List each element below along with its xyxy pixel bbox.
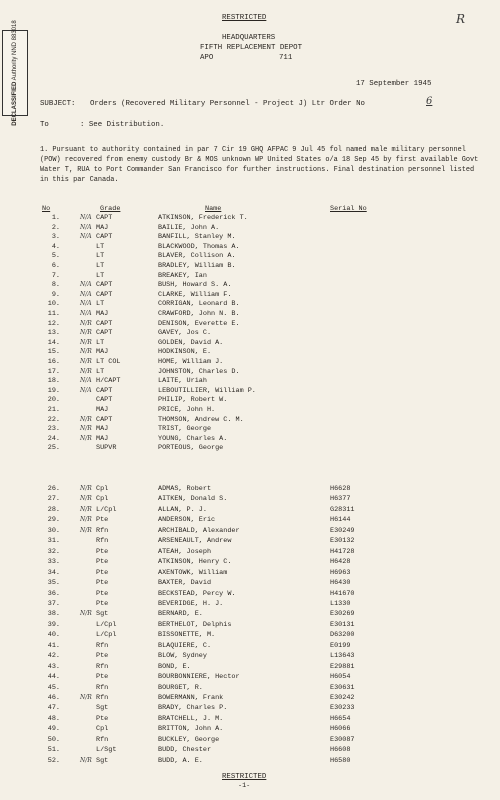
list-item bbox=[0, 443, 500, 453]
item-grade: L/Cpl bbox=[96, 631, 117, 640]
item-grade: CAPT bbox=[96, 290, 113, 299]
item-grade: LT bbox=[96, 271, 105, 280]
item-serial: H6054 bbox=[330, 673, 351, 682]
to-label: To bbox=[40, 121, 49, 129]
item-number: 17. bbox=[47, 367, 60, 376]
list-item bbox=[0, 724, 500, 734]
item-name: BOWERMANN, Frank bbox=[158, 694, 224, 702]
item-grade: CAPT bbox=[96, 319, 113, 328]
order-date: 17 September 1945 bbox=[356, 80, 432, 88]
classification-bottom: RESTRICTED bbox=[222, 773, 267, 781]
item-number: 8. bbox=[51, 281, 60, 290]
item-serial: E30631 bbox=[330, 683, 355, 692]
item-name: LEBOUTILLIER, William P. bbox=[158, 386, 256, 395]
item-number: 10. bbox=[47, 300, 60, 309]
item-serial: E30269 bbox=[330, 610, 355, 619]
list-item bbox=[0, 338, 500, 348]
item-grade: Pte bbox=[96, 516, 109, 525]
declassified-label: DECLASSIFIED bbox=[12, 81, 18, 126]
item-number: 50. bbox=[47, 735, 60, 744]
item-serial: E30242 bbox=[330, 694, 355, 702]
list-item bbox=[0, 609, 500, 619]
list-item bbox=[0, 578, 500, 588]
header-line-1: HEADQUARTERS bbox=[222, 34, 276, 42]
item-name: BUCKLEY, George bbox=[158, 735, 220, 744]
item-name: BOURBONNIERE, Hector bbox=[158, 673, 240, 682]
item-handwritten-mark: N/R bbox=[80, 505, 92, 513]
list-item bbox=[0, 309, 500, 319]
item-number: 25. bbox=[47, 444, 60, 453]
list-item bbox=[0, 630, 500, 640]
item-number: 18. bbox=[47, 377, 60, 386]
list-item bbox=[0, 568, 500, 578]
item-name: BLAVER, Collison A. bbox=[158, 252, 236, 261]
list-item bbox=[0, 299, 500, 309]
item-number: 35. bbox=[47, 579, 60, 588]
item-handwritten-mark: N/A bbox=[80, 290, 92, 298]
item-name: BUSH, Howard S. A. bbox=[158, 281, 232, 290]
list-item bbox=[0, 641, 500, 651]
item-number: 40. bbox=[47, 631, 60, 640]
item-number: 48. bbox=[47, 714, 60, 723]
item-handwritten-mark: N/R bbox=[80, 610, 92, 618]
item-number: 7. bbox=[51, 271, 60, 280]
item-name: AITKEN, Donald S. bbox=[158, 495, 228, 504]
item-handwritten-mark: N/A bbox=[80, 386, 92, 394]
item-grade: L/Cpl bbox=[96, 505, 117, 514]
item-number: 32. bbox=[47, 547, 60, 556]
item-number: 44. bbox=[47, 673, 60, 682]
item-handwritten-mark: N/A bbox=[80, 300, 92, 308]
item-grade: Pte bbox=[96, 714, 109, 723]
item-number: 29. bbox=[47, 516, 60, 525]
page-number: -1- bbox=[238, 782, 251, 790]
item-grade: LT COL bbox=[96, 358, 121, 366]
item-grade: Pte bbox=[96, 568, 109, 577]
item-grade: L/Sgt bbox=[96, 746, 117, 755]
item-handwritten-mark: N/A bbox=[80, 214, 92, 221]
item-name: ATKINSON, Henry C. bbox=[158, 558, 232, 567]
item-name: BOURGET, R. bbox=[158, 683, 203, 692]
item-handwritten-mark: N/R bbox=[80, 358, 92, 365]
item-handwritten-mark: N/R bbox=[80, 425, 92, 433]
item-number: 19. bbox=[47, 386, 60, 395]
item-serial: G28311 bbox=[330, 505, 355, 514]
item-handwritten-mark: N/A bbox=[80, 281, 92, 289]
header-apo-number: 711 bbox=[279, 54, 293, 62]
item-handwritten-mark: N/R bbox=[80, 526, 92, 534]
declassified-authority: Authority NND 883018 bbox=[12, 20, 18, 81]
item-number: 33. bbox=[47, 558, 60, 567]
item-name: ATKINSON, Frederick T. bbox=[158, 214, 248, 222]
list-item bbox=[0, 672, 500, 682]
list-item bbox=[0, 756, 500, 766]
header-line-2: FIFTH REPLACEMENT DEPOT bbox=[200, 44, 303, 52]
item-name: JOHNSTON, Charles D. bbox=[158, 367, 240, 376]
item-name: BECKSTEAD, Percy W. bbox=[158, 589, 236, 598]
item-name: BEVERIDGE, H. J. bbox=[158, 599, 224, 608]
item-grade: Rfn bbox=[96, 537, 109, 546]
item-name: BERNARD, E. bbox=[158, 610, 203, 619]
list-item bbox=[0, 703, 500, 713]
declassified-stamp-text bbox=[12, 20, 18, 125]
item-name: YOUNG, Charles A. bbox=[158, 434, 228, 443]
item-grade: CAPT bbox=[96, 214, 113, 222]
item-name: BRATCHELL, J. M. bbox=[158, 714, 224, 723]
item-handwritten-mark: N/A bbox=[80, 223, 92, 231]
item-name: AXENTOWK, William bbox=[158, 568, 228, 577]
column-grade: Grade bbox=[100, 205, 121, 213]
item-name: ADMAS, Robert bbox=[158, 485, 212, 493]
item-grade: MAJ bbox=[96, 406, 109, 414]
list-item bbox=[0, 280, 500, 290]
item-grade: Rfn bbox=[96, 641, 109, 650]
item-grade: MAJ bbox=[96, 348, 109, 357]
item-number: 31. bbox=[47, 537, 60, 546]
list-item bbox=[0, 251, 500, 261]
item-number: 38. bbox=[47, 610, 60, 619]
item-grade: CAPT bbox=[96, 329, 113, 338]
item-number: 41. bbox=[47, 641, 60, 650]
item-handwritten-mark: N/A bbox=[80, 377, 92, 385]
item-number: 45. bbox=[47, 683, 60, 692]
item-name: TRIST, George bbox=[158, 425, 212, 434]
list-item bbox=[0, 547, 500, 557]
item-serial: E30249 bbox=[330, 526, 355, 535]
item-grade: CAPT bbox=[96, 396, 113, 405]
item-name: ANDERSON, Eric bbox=[158, 516, 216, 525]
item-serial: E29881 bbox=[330, 662, 355, 671]
item-grade: Pte bbox=[96, 579, 109, 588]
list-item bbox=[0, 714, 500, 724]
list-item bbox=[0, 367, 500, 377]
item-handwritten-mark: N/R bbox=[80, 415, 92, 423]
item-handwritten-mark: N/R bbox=[80, 756, 92, 764]
to-text: : See Distribution. bbox=[80, 121, 165, 129]
item-number: 46. bbox=[47, 694, 60, 702]
item-grade: Sgt bbox=[96, 756, 109, 765]
item-number: 30. bbox=[47, 526, 60, 535]
item-grade: H/CAPT bbox=[96, 377, 121, 386]
item-serial: H6377 bbox=[330, 495, 351, 504]
item-name: CORRIGAN, Leonard B. bbox=[158, 300, 240, 309]
list-item bbox=[0, 662, 500, 672]
subject-label: SUBJECT: bbox=[40, 100, 76, 108]
item-grade: L/Cpl bbox=[96, 620, 117, 629]
item-serial: H6580 bbox=[330, 756, 351, 765]
item-name: BAILIE, John A. bbox=[158, 223, 220, 232]
margin-mark: R bbox=[456, 12, 466, 26]
item-handwritten-mark: N/R bbox=[80, 319, 92, 327]
item-grade: Cpl bbox=[96, 495, 109, 504]
item-grade: MAJ bbox=[96, 310, 109, 318]
item-handwritten-mark: N/R bbox=[80, 485, 92, 492]
list-item bbox=[0, 693, 500, 703]
item-handwritten-mark: N/R bbox=[80, 338, 92, 346]
item-number: 26. bbox=[47, 485, 60, 493]
list-item bbox=[0, 223, 500, 233]
item-number: 9. bbox=[51, 290, 60, 299]
item-name: BISSONETTE, M. bbox=[158, 631, 216, 640]
item-handwritten-mark: N/R bbox=[80, 329, 92, 337]
item-handwritten-mark: N/R bbox=[80, 367, 92, 375]
item-grade: Rfn bbox=[96, 662, 109, 671]
item-handwritten-mark: N/R bbox=[80, 516, 92, 524]
item-name: PHILIP, Robert W. bbox=[158, 396, 228, 405]
item-name: PRICE, John H. bbox=[158, 406, 216, 414]
item-name: ARCHIBALD, Alexander bbox=[158, 526, 240, 535]
item-grade: Rfn bbox=[96, 683, 109, 692]
item-number: 16. bbox=[47, 358, 60, 366]
item-handwritten-mark: N/A bbox=[80, 233, 92, 241]
item-number: 3. bbox=[51, 233, 60, 242]
item-name: CLARKE, William F. bbox=[158, 290, 232, 299]
list-item bbox=[0, 745, 500, 755]
item-serial: H6963 bbox=[330, 568, 351, 577]
item-grade: Rfn bbox=[96, 526, 109, 535]
item-serial: E30132 bbox=[330, 537, 355, 546]
item-number: 51. bbox=[47, 746, 60, 755]
item-grade: Pte bbox=[96, 652, 109, 661]
item-grade: Pte bbox=[96, 558, 109, 567]
item-name: BREAKEY, Ian bbox=[158, 271, 207, 280]
column-serial: Serial No bbox=[330, 205, 367, 213]
item-grade: LT bbox=[96, 242, 105, 251]
item-handwritten-mark: N/A bbox=[80, 310, 92, 317]
item-grade: Rfn bbox=[96, 735, 109, 744]
item-name: BAXTER, David bbox=[158, 579, 212, 588]
subject-text: Orders (Recovered Military Personnel - Project J) Ltr Order No bbox=[90, 100, 365, 108]
item-serial: H6430 bbox=[330, 579, 351, 588]
item-name: HODKINSON, E. bbox=[158, 348, 212, 357]
item-serial: E30131 bbox=[330, 620, 355, 629]
item-serial: E30087 bbox=[330, 735, 355, 744]
list-item bbox=[0, 620, 500, 630]
list-item bbox=[0, 536, 500, 546]
classification-top: RESTRICTED bbox=[222, 14, 267, 22]
item-serial: L1330 bbox=[330, 599, 351, 608]
list-item bbox=[0, 213, 500, 223]
item-grade: MAJ bbox=[96, 223, 109, 232]
item-name: THOMSON, Andrew C. M. bbox=[158, 415, 244, 424]
item-number: 47. bbox=[47, 704, 60, 713]
item-name: ALLAN, P. J. bbox=[158, 505, 207, 514]
item-name: DENISON, Everette E. bbox=[158, 319, 240, 328]
item-grade: LT bbox=[96, 300, 105, 309]
header-apo: APO bbox=[200, 54, 214, 62]
list-item bbox=[0, 515, 500, 525]
item-number: 24. bbox=[47, 434, 60, 443]
item-name: BERTHELOT, Delphis bbox=[158, 620, 232, 629]
item-grade: Sgt bbox=[96, 704, 109, 713]
item-grade: Sgt bbox=[96, 610, 109, 619]
list-item bbox=[0, 526, 500, 536]
item-serial: H6654 bbox=[330, 714, 351, 723]
column-name: Name bbox=[205, 205, 222, 213]
item-number: 42. bbox=[47, 652, 60, 661]
list-item bbox=[0, 505, 500, 515]
item-name: BLACKWOOD, Thomas A. bbox=[158, 242, 240, 251]
item-number: 27. bbox=[47, 495, 60, 504]
list-item bbox=[0, 271, 500, 281]
item-name: ARSENEAULT, Andrew bbox=[158, 537, 232, 546]
item-number: 20. bbox=[47, 396, 60, 405]
item-serial: H6428 bbox=[330, 558, 351, 567]
list-item bbox=[0, 232, 500, 242]
item-grade: CAPT bbox=[96, 233, 113, 242]
column-no: No bbox=[42, 205, 51, 213]
item-number: 22. bbox=[47, 415, 60, 424]
item-name: BRADLEY, William B. bbox=[158, 262, 236, 270]
item-grade: Cpl bbox=[96, 485, 109, 493]
item-serial: H41728 bbox=[330, 547, 355, 556]
list-item bbox=[0, 290, 500, 300]
item-grade: MAJ bbox=[96, 434, 109, 443]
list-item bbox=[0, 405, 500, 415]
item-number: 49. bbox=[47, 725, 60, 734]
list-item bbox=[0, 494, 500, 504]
item-name: GOLDEN, David A. bbox=[158, 338, 224, 347]
item-grade: CAPT bbox=[96, 415, 113, 424]
authority-paragraph: 1. Pursuant to authority contained in par 7 Cir 19 GHQ AFPAC 9 Jul 45 fol named male military personnel (POW) recovered from enemy custody Br & MOS unknown WP United States o/a 18 Sep 45 by first available Govt Water T, RUA to Port Commander San Francisco for further instructions. Final destination personnel listed in this par Canada. bbox=[40, 146, 479, 184]
item-serial: L13643 bbox=[330, 652, 355, 661]
item-grade: Rfn bbox=[96, 694, 109, 702]
item-serial: H6144 bbox=[330, 516, 351, 525]
item-handwritten-mark: N/R bbox=[80, 434, 92, 442]
list-item bbox=[0, 261, 500, 271]
item-serial: H6066 bbox=[330, 725, 351, 734]
item-number: 36. bbox=[47, 589, 60, 598]
item-grade: Pte bbox=[96, 599, 109, 608]
item-grade: Pte bbox=[96, 547, 109, 556]
item-name: BUDD, A. E. bbox=[158, 756, 203, 765]
item-serial: H6628 bbox=[330, 485, 351, 493]
order-number: 6 bbox=[426, 96, 433, 107]
item-grade: Pte bbox=[96, 673, 109, 682]
list-item bbox=[0, 557, 500, 567]
item-number: 4. bbox=[51, 242, 60, 251]
item-number: 39. bbox=[47, 620, 60, 629]
item-name: LAITE, Uriah bbox=[158, 377, 207, 386]
item-serial: E30233 bbox=[330, 704, 355, 713]
item-name: PORTEOUS, George bbox=[158, 444, 224, 453]
item-name: BUDD, Chester bbox=[158, 746, 212, 755]
item-grade: LT bbox=[96, 367, 105, 376]
item-grade: CAPT bbox=[96, 281, 113, 290]
item-number: 2. bbox=[51, 223, 60, 232]
item-serial: E0199 bbox=[330, 641, 351, 650]
list-item bbox=[0, 599, 500, 609]
item-number: 43. bbox=[47, 662, 60, 671]
item-number: 14. bbox=[47, 338, 60, 347]
list-item bbox=[0, 376, 500, 386]
item-number: 11. bbox=[47, 310, 60, 318]
item-number: 13. bbox=[47, 329, 60, 338]
item-name: BOND, E. bbox=[158, 662, 191, 671]
item-number: 12. bbox=[47, 319, 60, 328]
item-number: 52. bbox=[47, 756, 60, 765]
item-grade: LT bbox=[96, 338, 105, 347]
item-number: 34. bbox=[47, 568, 60, 577]
list-item bbox=[0, 386, 500, 396]
list-item bbox=[0, 242, 500, 252]
item-grade: CAPT bbox=[96, 386, 113, 395]
item-handwritten-mark: N/R bbox=[80, 348, 92, 356]
item-serial: H6608 bbox=[330, 746, 351, 755]
list-item bbox=[0, 434, 500, 444]
list-item bbox=[0, 319, 500, 329]
item-grade: LT bbox=[96, 262, 105, 270]
item-grade: Pte bbox=[96, 589, 109, 598]
list-item bbox=[0, 651, 500, 661]
item-number: 1. bbox=[51, 214, 60, 222]
list-item bbox=[0, 424, 500, 434]
item-grade: MAJ bbox=[96, 425, 109, 434]
list-item bbox=[0, 484, 500, 494]
item-number: 15. bbox=[47, 348, 60, 357]
item-grade: LT bbox=[96, 252, 105, 261]
item-grade: Cpl bbox=[96, 725, 109, 734]
list-item bbox=[0, 735, 500, 745]
list-item bbox=[0, 589, 500, 599]
item-grade: SUPVR bbox=[96, 444, 117, 453]
item-name: ATEAH, Joseph bbox=[158, 547, 212, 556]
item-number: 23. bbox=[47, 425, 60, 434]
item-number: 37. bbox=[47, 599, 60, 608]
item-handwritten-mark: N/R bbox=[80, 694, 92, 701]
item-name: BLAQUIERE, C. bbox=[158, 641, 212, 650]
list-item bbox=[0, 357, 500, 367]
item-number: 21. bbox=[47, 406, 60, 414]
item-serial: D63200 bbox=[330, 631, 355, 640]
item-name: BRADY, Charles P. bbox=[158, 704, 228, 713]
item-name: CRAWFORD, John N. B. bbox=[158, 310, 240, 318]
list-item bbox=[0, 415, 500, 425]
item-name: BLOW, Sydney bbox=[158, 652, 207, 661]
list-item bbox=[0, 328, 500, 338]
item-number: 28. bbox=[47, 505, 60, 514]
declassified-stamp bbox=[2, 20, 28, 126]
item-number: 5. bbox=[51, 252, 60, 261]
item-name: HOME, William J. bbox=[158, 358, 224, 366]
list-item bbox=[0, 683, 500, 693]
item-handwritten-mark: N/R bbox=[80, 495, 92, 503]
item-number: 6. bbox=[51, 262, 60, 270]
item-serial: H41670 bbox=[330, 589, 355, 598]
item-name: BRITTON, John A. bbox=[158, 725, 224, 734]
list-item bbox=[0, 347, 500, 357]
item-name: GAVEY, Jos C. bbox=[158, 329, 212, 338]
list-item bbox=[0, 395, 500, 405]
item-name: BANFILL, Stanley M. bbox=[158, 233, 236, 242]
